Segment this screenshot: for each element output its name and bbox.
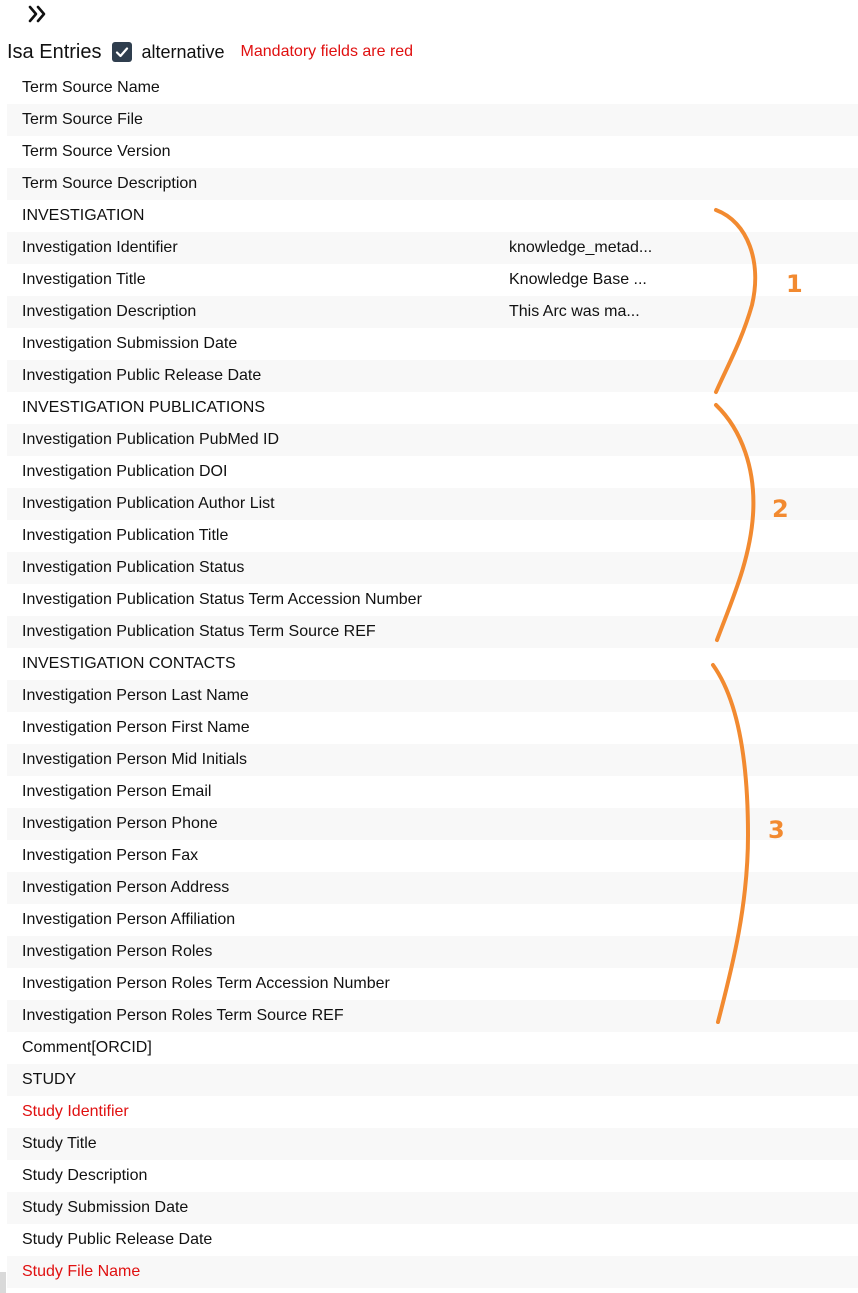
row-key: Investigation Description	[22, 303, 197, 320]
row-key: Investigation Person Roles Term Source REF	[22, 1007, 344, 1024]
row-key: Investigation Person Fax	[22, 847, 199, 864]
table-row[interactable]	[7, 200, 858, 232]
row-key: Investigation Submission Date	[22, 335, 238, 352]
row-value[interactable]: Knowledge Base ...	[509, 271, 647, 288]
row-key: Term Source File	[22, 111, 143, 128]
table-row[interactable]	[7, 136, 858, 168]
table-row[interactable]	[7, 296, 858, 328]
table-row[interactable]	[7, 584, 858, 616]
row-key: Study Public Release Date	[22, 1231, 213, 1248]
table-row[interactable]	[7, 808, 858, 840]
row-key: Study File Name	[22, 1263, 141, 1280]
row-key: Investigation Publication Author List	[22, 495, 275, 512]
table-row[interactable]	[7, 616, 858, 648]
annotation-label-2: 2	[772, 495, 789, 523]
scrollbar-strip[interactable]	[0, 1272, 6, 1293]
row-key: Investigation Public Release Date	[22, 367, 262, 384]
row-key: Investigation Publication Status Term Source REF	[22, 623, 376, 640]
table-row[interactable]	[7, 1096, 858, 1128]
row-key: Investigation Person Phone	[22, 815, 218, 832]
table-row[interactable]	[7, 840, 858, 872]
table-row[interactable]	[7, 904, 858, 936]
isa-entries-table	[7, 72, 858, 1288]
row-key: Term Source Version	[22, 143, 171, 160]
row-key: Investigation Person Mid Initials	[22, 751, 247, 768]
row-key: Investigation Title	[22, 271, 146, 288]
row-key: Term Source Description	[22, 175, 198, 192]
row-value[interactable]: knowledge_metad...	[509, 239, 653, 256]
table-row[interactable]	[7, 264, 858, 296]
expand-sidebar-button[interactable]	[26, 2, 50, 26]
row-key: Investigation Publication DOI	[22, 463, 228, 480]
row-key: Study Description	[22, 1167, 148, 1184]
page-title: Isa Entries	[7, 40, 102, 63]
row-key: INVESTIGATION CONTACTS	[22, 655, 236, 672]
table-row[interactable]	[7, 744, 858, 776]
row-key: Investigation Publication Title	[22, 527, 229, 544]
row-key: Investigation Identifier	[22, 239, 178, 256]
row-key: Study Title	[22, 1135, 97, 1152]
row-key: INVESTIGATION	[22, 207, 145, 224]
table-row[interactable]	[7, 648, 858, 680]
row-key: Investigation Publication PubMed ID	[22, 431, 280, 448]
table-row[interactable]	[7, 872, 858, 904]
table-row[interactable]	[7, 1000, 858, 1032]
row-key: Term Source Name	[22, 79, 160, 96]
table-row[interactable]	[7, 328, 858, 360]
table-row[interactable]	[7, 392, 858, 424]
table-row[interactable]	[7, 1160, 858, 1192]
table-row[interactable]	[7, 360, 858, 392]
row-key: Investigation Person First Name	[22, 719, 250, 736]
annotation-label-1: 1	[786, 270, 803, 298]
row-key: Investigation Person Roles	[22, 943, 213, 960]
table-row[interactable]	[7, 776, 858, 808]
row-key: Investigation Publication Status	[22, 559, 245, 576]
isa-entries-header	[7, 38, 847, 66]
table-row[interactable]	[7, 456, 858, 488]
table-row[interactable]	[7, 1128, 858, 1160]
alternative-label: alternative	[141, 41, 225, 62]
table-row[interactable]	[7, 680, 858, 712]
checkmark-icon	[114, 44, 130, 60]
row-key: Investigation Person Email	[22, 783, 212, 800]
table-row[interactable]	[7, 232, 858, 264]
row-key: INVESTIGATION PUBLICATIONS	[22, 399, 265, 416]
table-row[interactable]	[7, 1224, 858, 1256]
row-key: STUDY	[22, 1071, 77, 1088]
table-row[interactable]	[7, 968, 858, 1000]
row-key: Investigation Person Affiliation	[22, 911, 236, 928]
table-row[interactable]	[7, 552, 858, 584]
table-row[interactable]	[7, 72, 858, 104]
table-row[interactable]	[7, 1032, 858, 1064]
table-row[interactable]	[7, 520, 858, 552]
row-key: Investigation Person Roles Term Accession Number	[22, 975, 390, 992]
alternative-checkbox[interactable]	[112, 42, 132, 62]
mandatory-note: Mandatory fields are red	[240, 43, 414, 60]
row-key: Investigation Publication Status Term Accession Number	[22, 591, 422, 608]
table-row[interactable]	[7, 104, 858, 136]
row-key: Comment[ORCID]	[22, 1039, 152, 1056]
table-row[interactable]	[7, 488, 858, 520]
row-key: Study Identifier	[22, 1103, 129, 1120]
double-chevron-right-icon	[26, 2, 50, 26]
table-row[interactable]	[7, 1064, 858, 1096]
row-value[interactable]: This Arc was ma...	[509, 303, 640, 320]
annotation-label-3: 3	[768, 816, 785, 844]
row-key: Investigation Person Address	[22, 879, 230, 896]
table-row[interactable]	[7, 1192, 858, 1224]
table-row[interactable]	[7, 168, 858, 200]
row-key: Study Submission Date	[22, 1199, 189, 1216]
row-key: Investigation Person Last Name	[22, 687, 249, 704]
table-row[interactable]	[7, 1256, 858, 1288]
table-row[interactable]	[7, 936, 858, 968]
table-row[interactable]	[7, 424, 858, 456]
table-row[interactable]	[7, 712, 858, 744]
